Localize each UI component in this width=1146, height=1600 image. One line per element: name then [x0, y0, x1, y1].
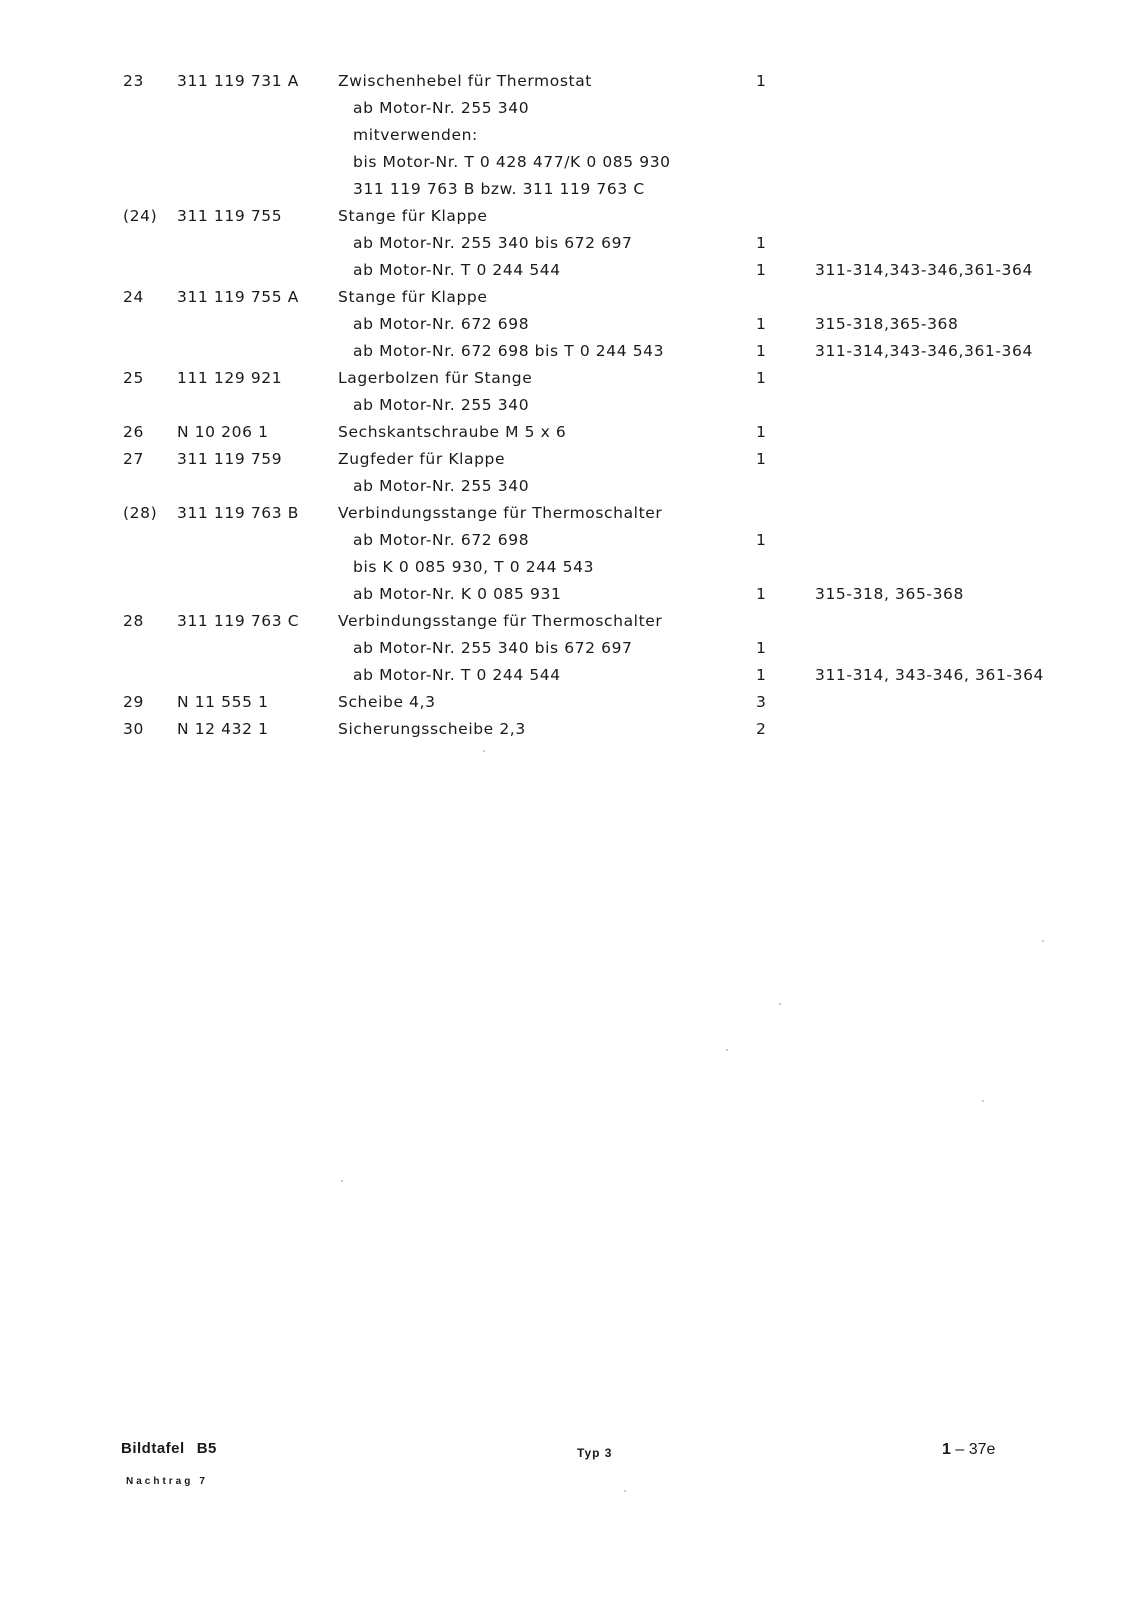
- position-number: 23: [123, 72, 144, 90]
- parts-list-row: [0, 608, 1146, 635]
- scan-speck: [1042, 940, 1044, 942]
- remark: 315-318,365-368: [815, 315, 959, 333]
- part-number: 311 119 755 A: [177, 288, 299, 306]
- part-number: 311 119 755: [177, 207, 283, 225]
- parts-list-row: [0, 203, 1146, 230]
- scan-speck: [982, 1100, 984, 1102]
- remark: 315-318, 365-368: [815, 585, 964, 603]
- quantity: 1: [756, 72, 767, 90]
- quantity: 1: [756, 531, 767, 549]
- parts-list-row: [0, 284, 1146, 311]
- description: bis Motor-Nr. T 0 428 477/K 0 085 930: [353, 153, 671, 171]
- supplement-label: Nachtrag: [126, 1476, 194, 1487]
- quantity: 1: [756, 342, 767, 360]
- description: Stange für Klappe: [338, 207, 488, 225]
- parts-list-row: [0, 311, 1146, 338]
- parts-list-row: [0, 392, 1146, 419]
- parts-list-row: [0, 122, 1146, 149]
- position-number: 30: [123, 720, 144, 738]
- part-number: 311 119 763 C: [177, 612, 300, 630]
- parts-list-row: [0, 635, 1146, 662]
- description: Stange für Klappe: [338, 288, 488, 306]
- parts-list-row: [0, 446, 1146, 473]
- description: ab Motor-Nr. 672 698: [353, 531, 530, 549]
- parts-list-row: [0, 581, 1146, 608]
- parts-list-row: [0, 689, 1146, 716]
- part-number: 311 119 759: [177, 450, 283, 468]
- quantity: 1: [756, 450, 767, 468]
- part-number: N 12 432 1: [177, 720, 269, 738]
- position-number: 28: [123, 612, 144, 630]
- quantity: 1: [756, 369, 767, 387]
- part-number: 311 119 763 B: [177, 504, 299, 522]
- scan-speck: [624, 1490, 626, 1492]
- part-number: 111 129 921: [177, 369, 283, 387]
- parts-list-row: [0, 257, 1146, 284]
- scan-speck: [726, 1049, 728, 1051]
- page-number-suffix: – 37e: [950, 1441, 996, 1458]
- quantity: 3: [756, 693, 767, 711]
- supplement-number: 7: [199, 1476, 208, 1487]
- description: Zugfeder für Klappe: [338, 450, 506, 468]
- description: ab Motor-Nr. 255 340 bis 672 697: [353, 234, 633, 252]
- parts-list-row: [0, 68, 1146, 95]
- description: ab Motor-Nr. 255 340: [353, 99, 530, 117]
- description: Verbindungsstange für Thermoschalter: [338, 504, 663, 522]
- description: ab Motor-Nr. T 0 244 544: [353, 261, 561, 279]
- quantity: 1: [756, 315, 767, 333]
- part-number: N 11 555 1: [177, 693, 269, 711]
- parts-list-row: [0, 419, 1146, 446]
- quantity: 1: [756, 666, 767, 684]
- description: Zwischenhebel für Thermostat: [338, 72, 592, 90]
- parts-list-row: [0, 95, 1146, 122]
- remark: 311-314, 343-346, 361-364: [815, 666, 1044, 684]
- parts-list-row: [0, 554, 1146, 581]
- description: ab Motor-Nr. 672 698 bis T 0 244 543: [353, 342, 665, 360]
- parts-list-row: [0, 473, 1146, 500]
- type-label: Typ 3: [577, 1446, 613, 1460]
- description: Sechskantschraube M 5 x 6: [338, 423, 567, 441]
- description: ab Motor-Nr. T 0 244 544: [353, 666, 561, 684]
- description: Lagerbolzen für Stange: [338, 369, 533, 387]
- description: Scheibe 4,3: [338, 693, 436, 711]
- page-number-prefix: 1: [942, 1441, 951, 1458]
- position-number: 29: [123, 693, 144, 711]
- description: ab Motor-Nr. 672 698: [353, 315, 530, 333]
- plate-label: Bildtafel: [121, 1440, 185, 1457]
- position-number: 27: [123, 450, 144, 468]
- plate-code: B5: [196, 1440, 217, 1457]
- description: ab Motor-Nr. 255 340: [353, 396, 530, 414]
- part-number: 311 119 731 A: [177, 72, 299, 90]
- quantity: 1: [756, 585, 767, 603]
- description: ab Motor-Nr. 255 340: [353, 477, 530, 495]
- remark: 311-314,343-346,361-364: [815, 342, 1033, 360]
- remark: 311-314,343-346,361-364: [815, 261, 1033, 279]
- scan-speck: [779, 1003, 781, 1005]
- quantity: 2: [756, 720, 767, 738]
- quantity: 1: [756, 261, 767, 279]
- parts-list-row: [0, 176, 1146, 203]
- position-number: 26: [123, 423, 144, 441]
- part-number: N 10 206 1: [177, 423, 269, 441]
- parts-list-row: [0, 716, 1146, 743]
- parts-list-row: [0, 230, 1146, 257]
- description: Verbindungsstange für Thermoschalter: [338, 612, 663, 630]
- description: 311 119 763 B bzw. 311 119 763 C: [353, 180, 645, 198]
- parts-list-row: [0, 527, 1146, 554]
- description: mitverwenden:: [353, 126, 478, 144]
- description: ab Motor-Nr. K 0 085 931: [353, 585, 562, 603]
- parts-list-row: [0, 365, 1146, 392]
- position-number: 24: [123, 288, 144, 306]
- page-number: [942, 1441, 995, 1459]
- description: Sicherungsscheibe 2,3: [338, 720, 526, 738]
- scan-speck: [341, 1180, 343, 1182]
- scan-speck: [483, 750, 485, 752]
- description: bis K 0 085 930, T 0 244 543: [353, 558, 595, 576]
- quantity: 1: [756, 234, 767, 252]
- position-number: (28): [123, 504, 158, 522]
- position-number: (24): [123, 207, 158, 225]
- plate-reference: [121, 1440, 217, 1457]
- quantity: 1: [756, 639, 767, 657]
- parts-list-row: [0, 338, 1146, 365]
- parts-list-row: [0, 662, 1146, 689]
- description: ab Motor-Nr. 255 340 bis 672 697: [353, 639, 633, 657]
- supplement-reference: [126, 1476, 208, 1487]
- quantity: 1: [756, 423, 767, 441]
- parts-list-row: [0, 500, 1146, 527]
- parts-list: [0, 68, 1146, 743]
- position-number: 25: [123, 369, 144, 387]
- parts-list-row: [0, 149, 1146, 176]
